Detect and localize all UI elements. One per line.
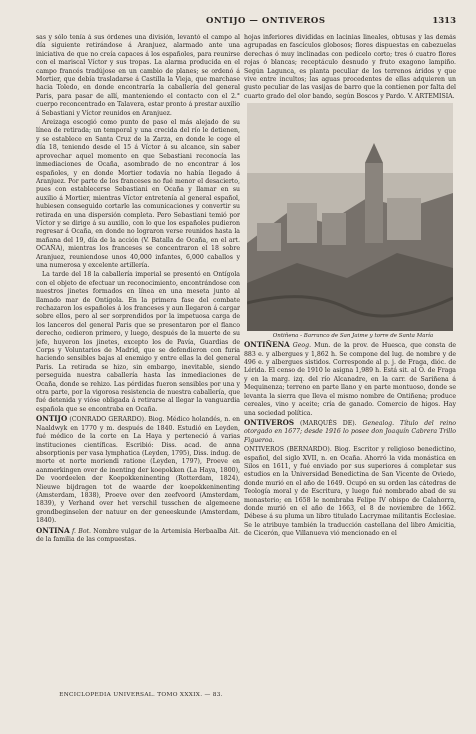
page-title: ONTIJO — ONTIVEROS (206, 16, 326, 26)
entry-ontinena (244, 341, 456, 418)
paragraph: hojas inferiores divididas en lacinias lineales, obtusas y las demás agrupadas en fascículos globosos; flores dispuestas en cabezuelas derechas ó muy inclinadas con pedicelo corto; tres ó cuatro flores rojas ó blancas; receptáculo desnudo y fruto exagono lampiño. Según Lagunca, es planta peculiar de los terrenos áridos y que vive entre incultos; las aguas procedentes de ellas adquieren un gusto peculiar de las vasijas de barro que la contienen por falta del cuarto grado del olor bando, según Boscos y Pardo. V. ARTEMISIA. (244, 34, 456, 100)
right-column (244, 34, 456, 674)
paragraph: La tarde del 18 la caballería imperial se presentó en Ontígola con el objeto de efectuar un reconocimiento, encontrándose con nuestros jinetes formados en línea en una meseta junto al llamado mar de Ontígola. En la primera fase del combate rechazaron los españoles á los franceses y aun llegaron á cargar sobre ellos, pero al ser sorprendidos por la impetuosa carga de los lanceros del general Paris que se presentaron por el flanco derecho, cedieron primero, y luego, después de la muerte de su jefe, huyeron los jinetes, excepto los de Pavía, Guardias de Corps y Voluntarios de Madrid, que se defendieron con furia haciendo sensibles bajas al enemigo y entre ellas la del general Paris. La retirada se hizo, sin embargo, inevitable, siendo perseguida nuestra caballería hasta las inmediaciones de Ocaña, donde se rehizo. Las pérdidas fueron sensibles por una y otra parte, por la vigorosa resistencia de nuestra caballería, que fué detenida y vióse obligada á retirarse al llegar la vanguardia española que se encontraba en Ocaña. (36, 271, 240, 413)
entry-qualifier: f. Bot. (71, 527, 92, 535)
paragraph: Areizaga escogió como punto de paso el más alejado de su línea de retirada; un temporal y una crecida del río le detienen, y se establece en Santa Cruz de la Zarza, en donde le coge el día 18, teniendo desde el 15 á Víctor á su alcance, sin saber aprovechar aquel momento en que Sebastiani reconocía las inmediaciones de Ocaña, asombrado de no encontrar á los españoles, y en donde Mortier todavía no había llegado á Aranjuez. Por parte de los franceses no fué menor el desacierto, pues con establecerse Sebastiani en Ocaña y llamar en su auxilio á Mortier, mientras Víctor entretenía al general español, hubiesen conseguido cortarle las comunicaciones y convertir su retirada en una dispersión completa. Pero Sebastiani temió por Víctor y se dirige á su auxilio, con lo que los españoles pudieron regresar á Ocaña, en donde no lograron verse reunidos hasta la mañana del 19, día de la acción (V. Batalla de Ocaña, en el art. OCAÑA), mientras los franceses se concentraron el 18 sobre Aranjuez, reuniendose unos 40,000 infantes, 6,000 caballos y una numerosa y excelente artillería. (36, 119, 240, 269)
entry-text: Biog. Escritor y religioso benedictino, español, del siglo XVII, n. en Ocaña. Ahorró la vida monástica en Silos en 1611, y fué enviado por sus superiores á completar sus estudios en la Universidad Benedictina de San Vicente de Oviedo, donde murió en el año de 1649. Ocupó en su orden las cátedras de Teología moral y de Escritura, y luego fué nombrado abad de su monasterio; en 1658 le nombraba Felipe IV obispo de Calahorra, donde murió en el año de 1663, el 8 de noviembre de 1662. Débese á su pluma un libro titulado Lacrymae militantis Ecclesiae. Se le atribuye también la traducción castellana del libro Amicitia, de Cicerón, que Villanueva vió mencionado en el (244, 446, 456, 538)
entry-text: Biog. Médico holandés, n. en Naaldwyk en 1770 y m. después de 1840. Estudió en Leyden, fué médico de la corte en La Haya y perteneció á varias instituciones científicas. Escribió: Diss. acad. de anna absorptionis per vasa lymphatica (Leyden, 1795), Diss. indug. de morte et norte moriendi ratione (Leyden, 1797), Proeve en aanmerkingen over de inenting der koepokken (La Haya, 1800), De voordeelen der Koepokkeninenting (Rotterdam, 1824), Nieuwe bijdragen tot de waarde der koepokkeninenting (Amsterdam, 1838), Proeve over den zeefvoord (Amsterdam, 1839), y Verhand over het verschil tusschen de algemeene grondbeginselen der natuur en der geneeskunde (Amsterdam, 1840). (36, 416, 240, 525)
entry-text: Nombre vulgar de la Artemisia Herbaalba Ait. de la familia de las compuestas. (36, 527, 240, 543)
page-header (36, 16, 456, 30)
entry-headword: ONTIVEROS (244, 417, 295, 427)
paragraph: sas y sólo tenía á sus órdenes una división, levantó el campo al día siguiente retirándose á Aranjuez, alarmado ante una iniciativa de que no creía capaces á los españoles, para reunirse con el mariscal Víctor y sus tropas. La alarma producida en el campo francés tradújose en un cambio de planes; se ordenó á Mortier, que debía trasladarse á Castilla la Vieja, que marchase hacia Toledo, en donde encontraría la caballería del general Paris, para pasar de allí, manteniendo el contacto con el 2.° cuerpo reconcentrado en Talavera, estar pronto á prestar auxilio á Sebastiani y Víctor reunidos en Aranjuez. (36, 34, 240, 117)
entry-ontiveros-bernardo (244, 446, 456, 538)
photo-ontinena (247, 103, 453, 331)
entry-qualifier: Geog. (292, 342, 312, 350)
page-number: 1313 (432, 16, 456, 26)
entry-headword: ONTIÑENA (244, 340, 290, 350)
photo-caption: Ontiñena - Barranco de San Jaime y torre de Santa María (272, 333, 434, 340)
entry-qualifier: (MARQUÉS DE). (299, 419, 357, 427)
left-column (36, 34, 240, 694)
entry-qualifier: (BERNARDO). (286, 446, 332, 454)
page-footer: ENCICLOPEDIA UNIVERSAL. TOMO XXXIX. — 83. (59, 692, 223, 698)
entry-headword: ONTIJO (36, 414, 68, 424)
entry-ontina (36, 527, 240, 545)
entry-headword: ONTIVEROS (244, 446, 285, 454)
entry-ontijo (36, 415, 240, 525)
entry-text: Genealog. Título del reino otorgado en 1677; desde 1916 lo posee don Joaquín Cabrera Trillo Figueroa. (244, 419, 456, 444)
entry-headword: ONTINA (36, 525, 70, 535)
entry-qualifier: (CONRADO GERARDO). (69, 416, 147, 424)
entry-text: Mun. de la prov. de Huesca, que consta de 883 e. y albergues y 1,862 h. Se compone del lug. de nombre y de 496 e. y albergues sistidos. Corresponde al p. j. de Fraga, dióc. de Lérida. El censo de 1910 le asigna 1,989 h. Está sit. al O. de Fraga y en la marg. izq. del río Alcanadre, en la carr. de Sariñena á Mequinenza; terreno en parte llano y en parte montuoso, donde se levanta la sierra que lleva el mismo nombre de Ontiñena; produce cereales, vino y aceite; cría de ganado. Comercio de higos. Hay una sociedad política. (244, 342, 456, 417)
entry-ontiveros-marques (244, 419, 456, 445)
